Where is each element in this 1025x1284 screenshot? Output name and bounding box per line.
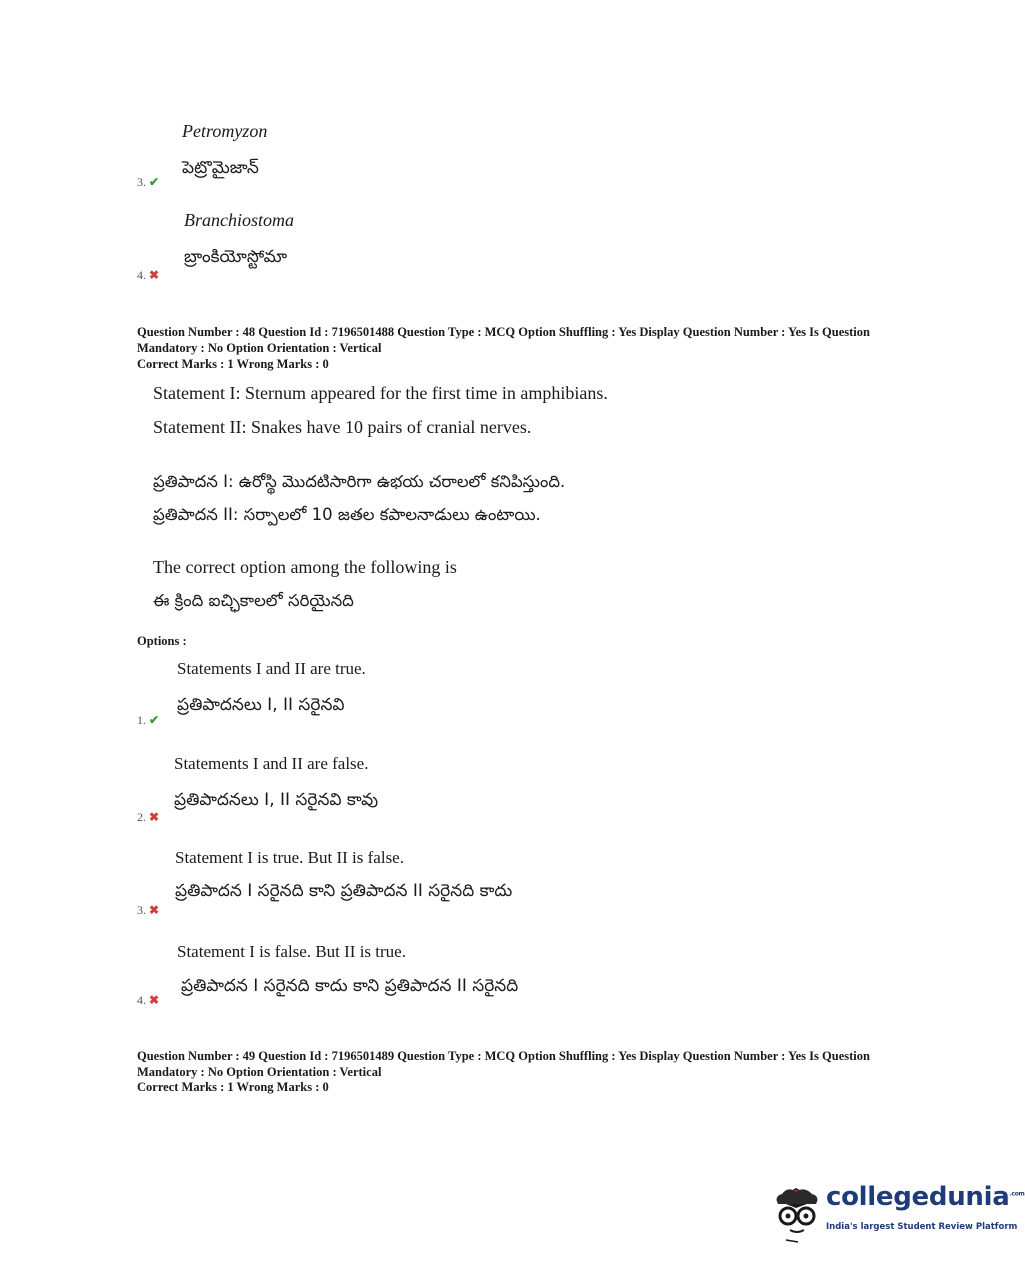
q49-marks: Correct Marks : 1 Wrong Marks : 0 <box>137 1080 329 1094</box>
q48-prompt: The correct option among the following is <box>153 557 457 577</box>
cross-icon: ✖ <box>149 810 160 824</box>
q48-option-3-marker <box>137 903 159 918</box>
q48-option-1-marker <box>137 713 159 728</box>
prev-option-3-marker <box>137 175 159 190</box>
prev-option-3-telugu: పెట్రొమైజాన్ <box>182 158 259 178</box>
prev-option-4-telugu: బ్రాంకియోస్టోమా <box>184 247 288 267</box>
q48-prompt-telugu: ఈ క్రింది ఐచ్ఛికాలలో సరియైనది <box>153 591 354 610</box>
prev-option-3-english: Petromyzon <box>182 121 268 141</box>
logo-wordmark: collegedunia$^{.com}$ <box>826 1182 1025 1212</box>
prev-option-4-marker <box>137 268 159 283</box>
option-number: 3. <box>137 175 146 189</box>
q48-option-3-telugu: ప్రతిపాదన I సరైనది కాని ప్రతిపాదన II సరైనది కాదు <box>175 881 513 901</box>
collegedunia-logo <box>768 1178 1025 1244</box>
option-number: 4. <box>137 993 146 1007</box>
cross-icon: ✖ <box>149 903 160 917</box>
q48-marks: Correct Marks : 1 Wrong Marks : 0 <box>137 357 329 371</box>
q48-option-4-marker <box>137 993 159 1008</box>
option-number: 2. <box>137 810 146 824</box>
option-number: 1. <box>137 713 146 727</box>
check-icon: ✔ <box>149 175 160 189</box>
q48-statement-1: Statement I: Sternum appeared for the first time in amphibians. <box>153 383 608 403</box>
q48-meta: Question Number : 48 Question Id : 7196501488 Question Type : MCQ Option Shuffling : Yes Display Question Number : Yes Is Question Mandatory : No Option Orientation : Vertical <box>137 325 870 355</box>
q49-meta: Question Number : 49 Question Id : 7196501489 Question Type : MCQ Option Shuffling : Yes Display Question Number : Yes Is Question Mandatory : No Option Orientation : Vertical <box>137 1049 870 1079</box>
q48-statement-2: Statement II: Snakes have 10 pairs of cranial nerves. <box>153 417 532 437</box>
q48-option-2-telugu: ప్రతిపాదనలు I, II సరైనవి కావు <box>174 790 379 810</box>
q48-option-1-english: Statements I and II are true. <box>177 659 366 678</box>
option-number: 4. <box>137 268 146 282</box>
option-number: 3. <box>137 903 146 917</box>
q48-options-label: Options : <box>137 634 187 648</box>
mascot-icon <box>768 1178 826 1244</box>
check-icon: ✔ <box>149 713 160 727</box>
q48-option-2-english: Statements I and II are false. <box>174 754 369 773</box>
cross-icon: ✖ <box>149 993 160 1007</box>
q48-option-4-english: Statement I is false. But II is true. <box>177 942 406 961</box>
q48-option-4-telugu: ప్రతిపాదన I సరైనది కాదు కాని ప్రతిపాదన II సరైనది <box>181 976 519 996</box>
q48-option-1-telugu: ప్రతిపాదనలు I, II సరైనవి <box>177 695 345 715</box>
q48-statement-1-telugu: ప్రతిపాదన I: ఉరోస్థి మొదటిసారిగా ఉభయ చరాలలో కనిపిస్తుంది. <box>153 472 566 491</box>
logo-tagline: India's largest Student Review Platform <box>826 1222 1018 1232</box>
cross-icon: ✖ <box>149 268 160 282</box>
prev-option-4-english: Branchiostoma <box>184 210 294 230</box>
q48-option-2-marker <box>137 810 159 825</box>
q48-option-3-english: Statement I is true. But II is false. <box>175 848 404 867</box>
q48-statement-2-telugu: ప్రతిపాదన II: సర్పాలలో 10 జతల కపాలనాడులు ఉంటాయి. <box>153 505 541 524</box>
